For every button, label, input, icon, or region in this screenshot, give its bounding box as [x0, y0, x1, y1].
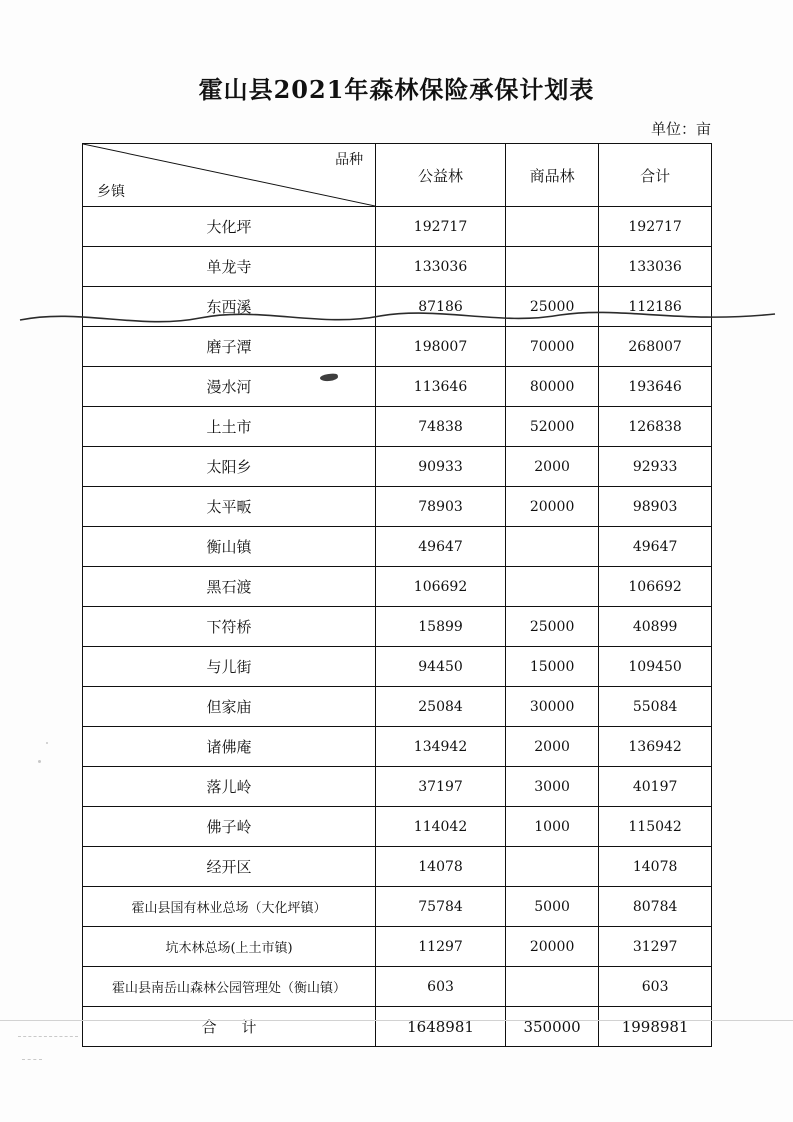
row-shangpinlin-value: 3000	[505, 767, 598, 807]
row-total-value: 109450	[599, 647, 712, 687]
table-row	[83, 487, 712, 527]
column-header-gongyilin: 公益林	[376, 144, 506, 207]
row-gongyilin-value: 37197	[376, 767, 506, 807]
table-row	[83, 887, 712, 927]
row-total-value: 193646	[599, 367, 712, 407]
row-shangpinlin-value: 52000	[505, 407, 598, 447]
row-gongyilin-value: 114042	[376, 807, 506, 847]
row-shangpinlin-value: 20000	[505, 927, 598, 967]
row-shangpinlin-value: 70000	[505, 327, 598, 367]
row-township-name: 太平畈	[83, 487, 376, 527]
row-gongyilin-value: 113646	[376, 367, 506, 407]
total-gongyilin: 1648981	[376, 1007, 506, 1047]
row-gongyilin-value: 15899	[376, 607, 506, 647]
row-shangpinlin-value: 20000	[505, 487, 598, 527]
row-total-value: 112186	[599, 287, 712, 327]
table-row	[83, 207, 712, 247]
table-row	[83, 327, 712, 367]
row-total-value: 31297	[599, 927, 712, 967]
row-gongyilin-value: 94450	[376, 647, 506, 687]
row-gongyilin-value: 106692	[376, 567, 506, 607]
row-township-name: 落儿岭	[83, 767, 376, 807]
diagonal-divider-icon	[83, 144, 375, 206]
row-gongyilin-value: 134942	[376, 727, 506, 767]
row-total-value: 80784	[599, 887, 712, 927]
row-total-value: 40899	[599, 607, 712, 647]
table-footer	[83, 1007, 712, 1047]
row-shangpinlin-value: 1000	[505, 807, 598, 847]
row-total-value: 106692	[599, 567, 712, 607]
table-row	[83, 567, 712, 607]
row-total-value: 55084	[599, 687, 712, 727]
row-total-value: 92933	[599, 447, 712, 487]
row-township-name: 太阳乡	[83, 447, 376, 487]
table-header	[83, 144, 712, 207]
row-township-name: 大化坪	[83, 207, 376, 247]
row-township-name: 下符桥	[83, 607, 376, 647]
row-total-value: 14078	[599, 847, 712, 887]
row-shangpinlin-value: 80000	[505, 367, 598, 407]
kind-label: 品种	[335, 152, 364, 168]
row-total-value: 192717	[599, 207, 712, 247]
corner-header-cell	[83, 144, 376, 207]
row-total-value: 98903	[599, 487, 712, 527]
row-total-value: 133036	[599, 247, 712, 287]
total-total: 1998981	[599, 1007, 712, 1047]
row-gongyilin-value: 25084	[376, 687, 506, 727]
row-gongyilin-value: 74838	[376, 407, 506, 447]
row-gongyilin-value: 198007	[376, 327, 506, 367]
table-row	[83, 687, 712, 727]
row-gongyilin-value: 133036	[376, 247, 506, 287]
row-township-name: 单龙寺	[83, 247, 376, 287]
row-gongyilin-value: 49647	[376, 527, 506, 567]
table-row	[83, 967, 712, 1007]
scan-fold-line	[0, 1020, 793, 1021]
table-row	[83, 287, 712, 327]
row-gongyilin-value: 192717	[376, 207, 506, 247]
total-row-label: 合 计	[201, 1018, 267, 1036]
scan-speck	[46, 742, 48, 744]
town-label: 乡镇	[97, 184, 125, 200]
row-total-value: 115042	[599, 807, 712, 847]
table-row	[83, 247, 712, 287]
table-row	[83, 647, 712, 687]
row-township-name: 漫水河	[83, 367, 376, 407]
row-gongyilin-value: 14078	[376, 847, 506, 887]
row-shangpinlin-value	[505, 207, 598, 247]
row-shangpinlin-value: 2000	[505, 447, 598, 487]
row-shangpinlin-value	[505, 567, 598, 607]
row-total-value: 49647	[599, 527, 712, 567]
row-shangpinlin-value	[505, 527, 598, 567]
row-township-name: 霍山县南岳山森林公园管理处（衡山镇）	[83, 967, 376, 1007]
table-row	[83, 607, 712, 647]
row-shangpinlin-value: 2000	[505, 727, 598, 767]
row-shangpinlin-value: 15000	[505, 647, 598, 687]
row-shangpinlin-value: 25000	[505, 607, 598, 647]
table-header-row	[83, 144, 712, 207]
row-total-value: 603	[599, 967, 712, 1007]
table-row	[83, 407, 712, 447]
table-row	[83, 927, 712, 967]
row-township-name: 与儿街	[83, 647, 376, 687]
row-township-name: 衡山镇	[83, 527, 376, 567]
row-shangpinlin-value	[505, 847, 598, 887]
row-gongyilin-value: 90933	[376, 447, 506, 487]
row-shangpinlin-value	[505, 247, 598, 287]
row-township-name: 黑石渡	[83, 567, 376, 607]
column-header-total: 合计	[599, 144, 712, 207]
row-gongyilin-value: 87186	[376, 287, 506, 327]
table-total-row	[83, 1007, 712, 1047]
unit-label: 单位：亩	[650, 120, 711, 138]
table-row	[83, 807, 712, 847]
row-gongyilin-value: 11297	[376, 927, 506, 967]
table-row	[83, 727, 712, 767]
row-total-value: 40197	[599, 767, 712, 807]
table-row	[83, 367, 712, 407]
row-gongyilin-value: 75784	[376, 887, 506, 927]
table-body	[83, 207, 712, 1007]
row-total-value: 136942	[599, 727, 712, 767]
page-title: 霍山县2021年森林保险承保计划表	[198, 75, 595, 104]
row-gongyilin-value: 78903	[376, 487, 506, 527]
row-township-name: 但家庙	[83, 687, 376, 727]
table-row	[83, 767, 712, 807]
scan-speck	[38, 760, 41, 763]
row-gongyilin-value: 603	[376, 967, 506, 1007]
row-township-name: 经开区	[83, 847, 376, 887]
table-row	[83, 527, 712, 567]
row-township-name: 上土市	[83, 407, 376, 447]
total-shangpinlin: 350000	[505, 1007, 598, 1047]
row-township-name: 磨子潭	[83, 327, 376, 367]
row-shangpinlin-value: 5000	[505, 887, 598, 927]
table-row	[83, 847, 712, 887]
forest-insurance-plan-table	[82, 143, 712, 1047]
table-row	[83, 447, 712, 487]
row-shangpinlin-value: 30000	[505, 687, 598, 727]
row-township-name: 坑木林总场(上土市镇)	[83, 927, 376, 967]
row-total-value: 268007	[599, 327, 712, 367]
column-header-shangpinlin: 商品林	[505, 144, 598, 207]
row-total-value: 126838	[599, 407, 712, 447]
row-township-name: 佛子岭	[83, 807, 376, 847]
row-shangpinlin-value	[505, 967, 598, 1007]
row-township-name: 诸佛庵	[83, 727, 376, 767]
row-township-name: 东西溪	[83, 287, 376, 327]
scan-edge-artifact	[18, 1036, 78, 1037]
scan-edge-artifact	[22, 1059, 42, 1060]
row-shangpinlin-value: 25000	[505, 287, 598, 327]
row-township-name: 霍山县国有林业总场（大化坪镇）	[83, 887, 376, 927]
